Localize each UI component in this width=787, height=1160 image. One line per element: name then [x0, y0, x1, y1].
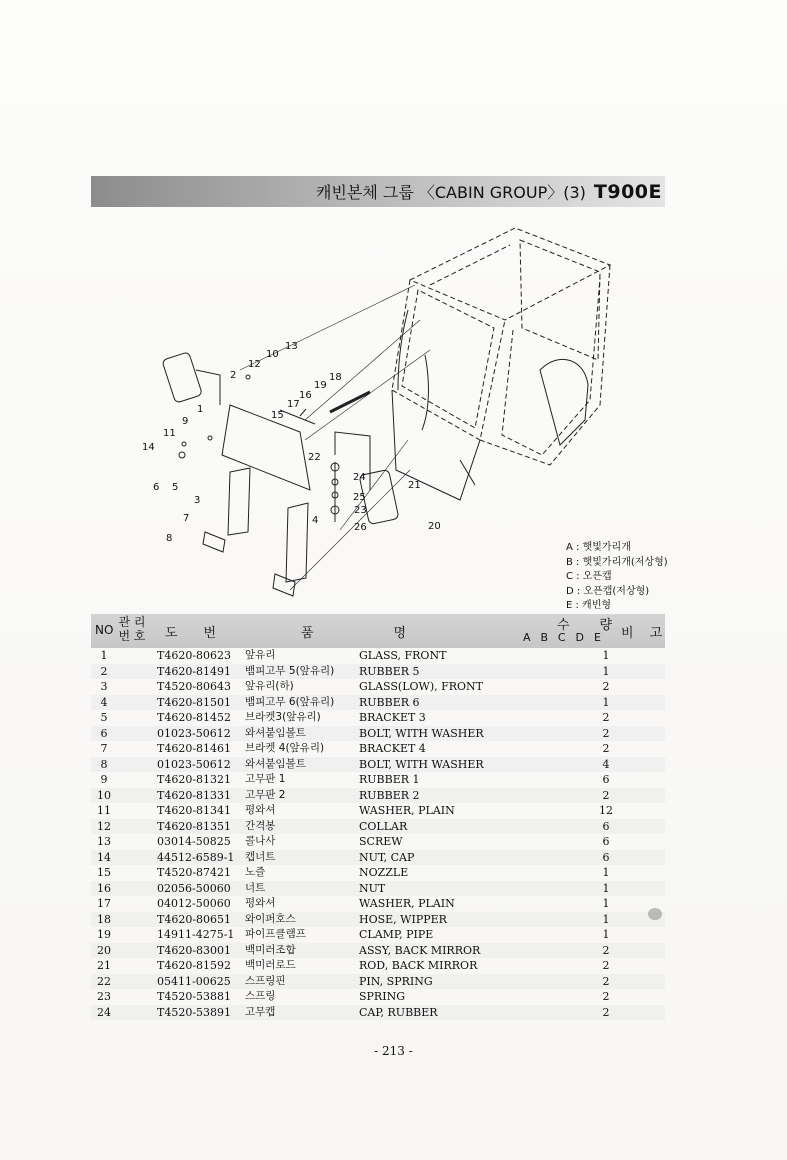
callout-16: 16 — [299, 390, 312, 401]
row-quantity: 2 — [602, 990, 610, 1003]
table-row — [91, 989, 665, 1005]
row-name-korean: 브라켓 4(앞유리) — [245, 742, 325, 754]
front-glass-part — [222, 405, 310, 490]
row-no: 15 — [97, 866, 111, 879]
row-name-korean: 와셔붙임볼트 — [245, 726, 306, 739]
callout-8: 8 — [166, 533, 173, 544]
table-row — [91, 943, 665, 959]
row-quantity: 2 — [602, 1005, 610, 1019]
table-row — [91, 695, 665, 711]
section-header-band — [91, 176, 665, 207]
row-part-code: T4520-53881 — [157, 990, 232, 1003]
header-quantity-columns: ABCDE — [523, 631, 611, 644]
callout-19: 19 — [314, 380, 327, 391]
page-number: - 213 - — [374, 1044, 413, 1058]
row-quantity: 1 — [602, 928, 610, 941]
row-part-code: T4520-80643 — [157, 680, 232, 693]
scan-smudge — [648, 908, 662, 920]
row-part-code: T4520-87421 — [157, 866, 232, 879]
row-quantity: 1 — [602, 664, 610, 678]
legend-item-c: C : 오픈캡 — [566, 571, 612, 583]
row-quantity: 6 — [602, 819, 610, 833]
row-quantity: 1 — [602, 912, 610, 926]
table-row — [91, 788, 665, 804]
bracket-part — [203, 532, 225, 552]
lower-glass-right-part — [286, 503, 308, 582]
row-no: 17 — [97, 897, 111, 910]
row-part-code: T4620-81331 — [157, 788, 232, 802]
row-part-code: T4520-53891 — [157, 1005, 232, 1019]
row-name-korean: 평와셔 — [245, 804, 276, 816]
row-name-english: RUBBER 5 — [359, 664, 420, 678]
row-part-code: T4620-81351 — [157, 819, 232, 833]
callout-10: 10 — [266, 349, 279, 360]
callout-9: 9 — [182, 416, 189, 427]
callout-26: 26 — [354, 522, 367, 533]
row-name-korean: 파이프클램프 — [245, 928, 306, 940]
legend-item-e: E : 캐빈형 — [566, 600, 612, 612]
row-quantity: 2 — [602, 680, 610, 693]
row-no: 21 — [97, 959, 111, 972]
row-name-korean: 노즐 — [245, 866, 266, 878]
bracket-part — [273, 574, 295, 596]
row-no: 13 — [97, 835, 111, 848]
row-name-english: NUT, CAP — [359, 850, 415, 864]
callout-25: 25 — [353, 492, 366, 503]
row-name-korean: 스프링 — [245, 990, 276, 1002]
row-name-english: ASSY, BACK MIRROR — [359, 943, 481, 957]
row-no: 24 — [97, 1005, 111, 1019]
section-title-text: 캐빈본체 그룹 〈CABIN GROUP〉(3) — [315, 183, 586, 202]
table-row — [91, 881, 665, 897]
row-no: 14 — [97, 850, 111, 864]
table-row — [91, 741, 665, 757]
lower-glass-part — [228, 468, 250, 535]
table-row — [91, 912, 665, 928]
row-name-english: COLLAR — [359, 819, 408, 833]
row-part-code: T4620-81321 — [157, 773, 232, 786]
row-no: 7 — [100, 742, 108, 755]
cabin-frame-drawing — [392, 228, 610, 465]
table-row — [91, 772, 665, 788]
row-name-korean: 브라켓3(앞유리) — [245, 711, 321, 723]
row-no: 11 — [97, 804, 111, 817]
callout-20: 20 — [428, 521, 441, 532]
row-name-korean: 너트 — [245, 881, 266, 894]
table-row — [91, 710, 665, 726]
row-quantity: 12 — [599, 804, 613, 817]
table-row — [91, 648, 665, 664]
row-name-korean: 간격봉 — [245, 819, 276, 832]
row-no: 2 — [100, 664, 108, 678]
callout-11: 11 — [163, 428, 176, 439]
row-name-korean: 와셔붙임볼트 — [245, 757, 306, 770]
row-no: 12 — [97, 819, 111, 833]
table-row — [91, 865, 665, 881]
table-row — [91, 850, 665, 866]
row-part-code: 05411-00625 — [157, 974, 231, 988]
row-quantity: 1 — [602, 881, 610, 895]
exploded-parts-diagram — [130, 210, 630, 610]
row-no: 6 — [100, 726, 108, 740]
row-part-code: 01023-50612 — [157, 757, 231, 771]
table-row — [91, 974, 665, 990]
row-part-code: T4620-80623 — [157, 649, 232, 662]
row-name-english: GLASS, FRONT — [359, 649, 447, 662]
callout-6: 6 — [153, 482, 160, 493]
row-no: 5 — [100, 711, 108, 724]
parts-table-body — [91, 648, 665, 1020]
row-name-korean: 고무판 1 — [245, 773, 286, 785]
table-row — [91, 1005, 665, 1021]
row-name-english: RUBBER 1 — [359, 773, 420, 786]
row-quantity: 4 — [602, 757, 610, 771]
callout-18: 18 — [329, 372, 342, 383]
callout-1: 1 — [197, 404, 204, 415]
row-part-code: 44512-6589-1 — [157, 850, 235, 864]
legend-item-d: D : 오픈캡(저상형) — [566, 585, 650, 597]
legend-item-a: A : 햇빛가리개 — [566, 542, 631, 553]
row-part-code: T4620-81341 — [157, 804, 232, 817]
row-name-korean: 앞유리(하) — [245, 680, 294, 692]
header-no: NO — [95, 623, 114, 637]
table-row — [91, 927, 665, 943]
table-row — [91, 803, 665, 819]
row-name-english: ROD, BACK MIRROR — [359, 959, 478, 972]
callout-labels — [142, 341, 441, 544]
row-quantity: 1 — [602, 649, 610, 662]
row-name-english: BOLT, WITH WASHER — [359, 757, 484, 771]
row-no: 1 — [100, 649, 108, 662]
row-part-code: 04012-50060 — [157, 897, 231, 910]
callout-15: 15 — [271, 410, 284, 421]
row-name-korean: 캡너트 — [245, 850, 276, 863]
wiper-hose-part — [330, 392, 370, 412]
header-part-name: 품명 — [301, 626, 487, 641]
row-part-code: 14911-4275-1 — [157, 928, 235, 941]
callout-7: 7 — [183, 513, 190, 524]
callout-23: 23 — [354, 505, 367, 516]
row-name-english: WASHER, PLAIN — [359, 897, 455, 910]
row-quantity: 2 — [602, 726, 610, 740]
row-no: 22 — [97, 974, 111, 988]
variant-legend — [566, 541, 668, 614]
row-name-english: RUBBER 2 — [359, 788, 420, 802]
row-no: 3 — [100, 680, 108, 693]
row-no: 4 — [100, 695, 108, 709]
row-name-korean: 평와셔 — [245, 897, 276, 909]
row-name-english: BRACKET 4 — [359, 742, 426, 755]
callout-17: 17 — [287, 399, 300, 410]
row-quantity: 2 — [602, 742, 610, 755]
parts-table-header — [91, 614, 669, 648]
header-mgmt-line1: 관 리 — [118, 615, 146, 629]
row-no: 18 — [97, 912, 111, 926]
row-part-code: T4620-81491 — [157, 664, 232, 678]
row-quantity: 2 — [602, 943, 610, 957]
header-quantity: 수량 — [557, 618, 643, 633]
row-name-korean: 앞유리 — [245, 649, 276, 661]
row-part-code: T4620-83001 — [157, 943, 232, 957]
cabin-solid-frame — [392, 310, 588, 500]
row-name-korean: 고무판 2 — [245, 788, 286, 801]
row-part-code: 02056-50060 — [157, 881, 231, 895]
table-row — [91, 958, 665, 974]
row-name-korean: 뱀피고무 5(앞유리) — [245, 664, 335, 677]
legend-item-b: B : 햇빛가리개(저상형) — [566, 556, 668, 568]
row-name-english: WASHER, PLAIN — [359, 804, 455, 817]
row-no: 10 — [97, 788, 111, 802]
callout-24: 24 — [353, 472, 366, 483]
row-name-korean: 고무캡 — [245, 1005, 276, 1018]
row-no: 8 — [100, 757, 108, 771]
row-name-korean: 스프링핀 — [245, 974, 286, 987]
row-quantity: 1 — [602, 866, 610, 879]
row-part-code: T4620-81592 — [157, 959, 232, 972]
row-name-english: NOZZLE — [359, 866, 409, 879]
table-row — [91, 896, 665, 912]
row-name-english: SCREW — [359, 835, 403, 848]
row-part-code: 01023-50612 — [157, 726, 231, 740]
row-quantity: 2 — [602, 711, 610, 724]
row-quantity: 2 — [602, 959, 610, 972]
row-name-english: NUT — [359, 881, 386, 895]
callout-21: 21 — [408, 480, 421, 491]
row-name-english: BOLT, WITH WASHER — [359, 726, 484, 740]
row-name-english: PIN, SPRING — [359, 974, 433, 988]
model-label: T900E — [593, 181, 662, 203]
row-name-korean: 뱀피고무 6(앞유리) — [245, 695, 335, 708]
row-part-code: 03014-50825 — [157, 835, 231, 848]
row-name-english: SPRING — [359, 990, 405, 1003]
callout-14: 14 — [142, 442, 155, 453]
row-name-english: GLASS(LOW), FRONT — [359, 680, 484, 693]
row-no: 20 — [97, 943, 111, 957]
section-title — [316, 180, 662, 203]
callout-2: 2 — [230, 370, 237, 381]
callout-3: 3 — [194, 495, 201, 506]
row-name-english: HOSE, WIPPER — [359, 912, 447, 926]
header-part-code: 도번 — [165, 626, 243, 641]
header-remark: 비 고 — [621, 626, 669, 641]
row-name-english: RUBBER 6 — [359, 695, 420, 709]
table-row — [91, 757, 665, 773]
row-quantity: 6 — [602, 773, 610, 786]
table-row — [91, 834, 665, 850]
row-part-code: T4620-81461 — [157, 742, 232, 755]
row-no: 19 — [97, 928, 111, 941]
left-mirror-part — [162, 352, 203, 403]
row-no: 9 — [100, 773, 108, 786]
row-name-english: BRACKET 3 — [359, 711, 426, 724]
row-part-code: T4620-80651 — [157, 912, 232, 926]
row-part-code: T4620-81452 — [157, 711, 232, 724]
row-name-korean: 와이퍼호스 — [245, 912, 296, 925]
table-row — [91, 664, 665, 680]
row-no: 16 — [97, 881, 111, 895]
callout-13: 13 — [285, 341, 298, 352]
callout-4: 4 — [312, 515, 319, 526]
row-name-english: CAP, RUBBER — [359, 1005, 438, 1019]
row-quantity: 6 — [602, 850, 610, 864]
header-mgmt-no — [117, 615, 147, 643]
callout-5: 5 — [172, 482, 179, 493]
header-mgmt-line2: 번 호 — [118, 629, 146, 643]
callout-22: 22 — [308, 452, 321, 463]
row-name-korean: 백미러로드 — [245, 959, 296, 971]
row-no: 23 — [97, 990, 111, 1003]
table-row — [91, 819, 665, 835]
row-quantity: 2 — [602, 974, 610, 988]
row-quantity: 6 — [602, 835, 610, 848]
table-row — [91, 679, 665, 695]
row-quantity: 1 — [602, 897, 610, 910]
row-part-code: T4620-81501 — [157, 695, 232, 709]
table-row — [91, 726, 665, 742]
row-name-korean: 백미러조합 — [245, 943, 296, 956]
row-quantity: 2 — [602, 788, 610, 802]
row-quantity: 1 — [602, 695, 610, 709]
row-name-korean: 콜나사 — [245, 835, 276, 847]
callout-12: 12 — [248, 359, 261, 370]
row-name-english: CLAMP, PIPE — [359, 928, 434, 941]
